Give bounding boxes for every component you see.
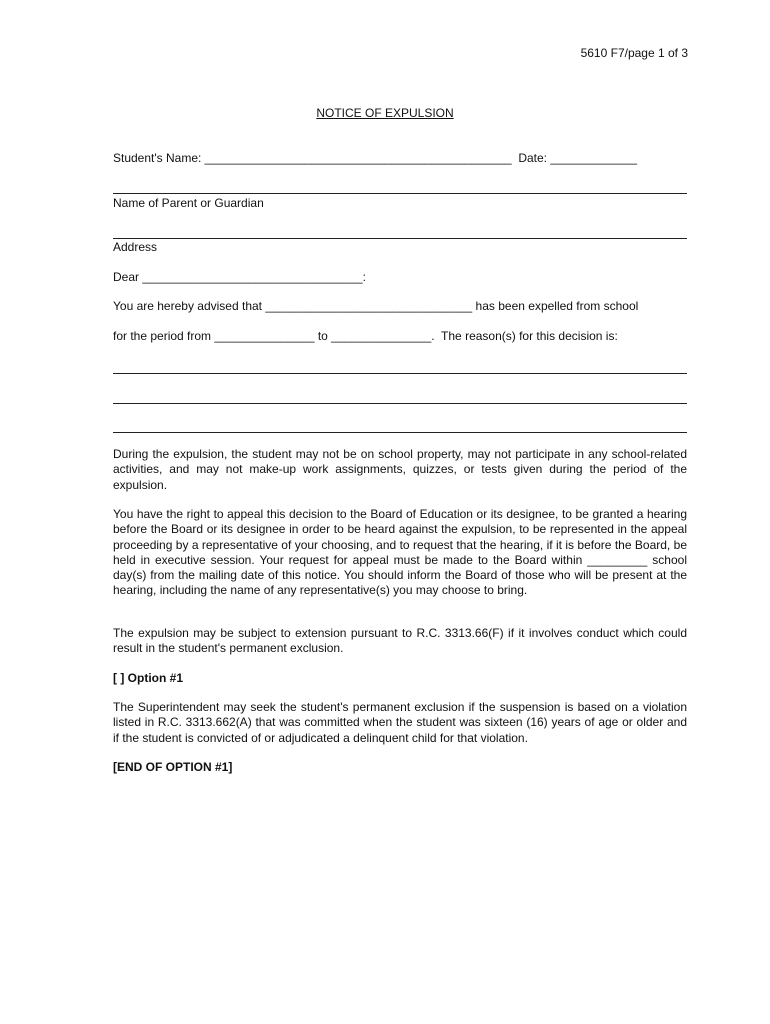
- student-name-date-line: Student's Name: ______________________________________________ Date: _____________: [113, 151, 638, 165]
- extension-paragraph: The expulsion may be subject to extension pursuant to R.C. 3313.66(F) if it involves conduct which could result in the student's permanent exclusion.: [113, 626, 687, 656]
- address-blank-line: [113, 238, 687, 239]
- document-title: NOTICE OF EXPULSION: [316, 106, 454, 120]
- reason-blank-line-3: [113, 432, 687, 433]
- parent-name-blank-line: [113, 193, 687, 194]
- appeal-rights-paragraph: You have the right to appeal this decision to the Board of Education or its designee, to be granted a hearing before the Board or its designee in order to be heard against the expulsion, to be represented in the appeal proceeding by a representative of your choosing, and to request that the hearing, if it is before the Board, be held in executive session. Your request for appeal must be made to the Board within _________ school day(s) from the mailing date of this notice. You should inform the Board of those who will be present at the hearing, including the name of any representative(s) you may choose to bring.: [113, 507, 687, 598]
- page-reference: 5610 F7/page 1 of 3: [580, 46, 688, 60]
- option-heading: [ ] Option #1: [113, 671, 183, 685]
- dear-salutation-line: Dear _________________________________:: [113, 270, 366, 284]
- reason-blank-line-2: [113, 403, 687, 404]
- advised-expelled-line: You are hereby advised that _______________________________ has been expelled from school: [113, 299, 639, 313]
- option-end-marker: [END OF OPTION #1]: [113, 760, 233, 774]
- expulsion-restrictions-paragraph: During the expulsion, the student may not be on school property, may not participate in any school-related activities, and may not make-up work assignments, quizzes, or tests given during the period of the expulsion.: [113, 447, 687, 492]
- expulsion-period-line: for the period from _______________ to _______________. The reason(s) for this decision is:: [113, 329, 618, 343]
- address-label: Address: [113, 240, 158, 254]
- option-paragraph: The Superintendent may seek the student's permanent exclusion if the suspension is based on a violation listed in R.C. 3313.662(A) that was committed when the student was sixteen (16) years of age or older and if the student is convicted of or adjudicated a delinquent child for that violation.: [113, 700, 687, 745]
- parent-guardian-label: Name of Parent or Guardian: [113, 196, 264, 210]
- reason-blank-line-1: [113, 373, 687, 374]
